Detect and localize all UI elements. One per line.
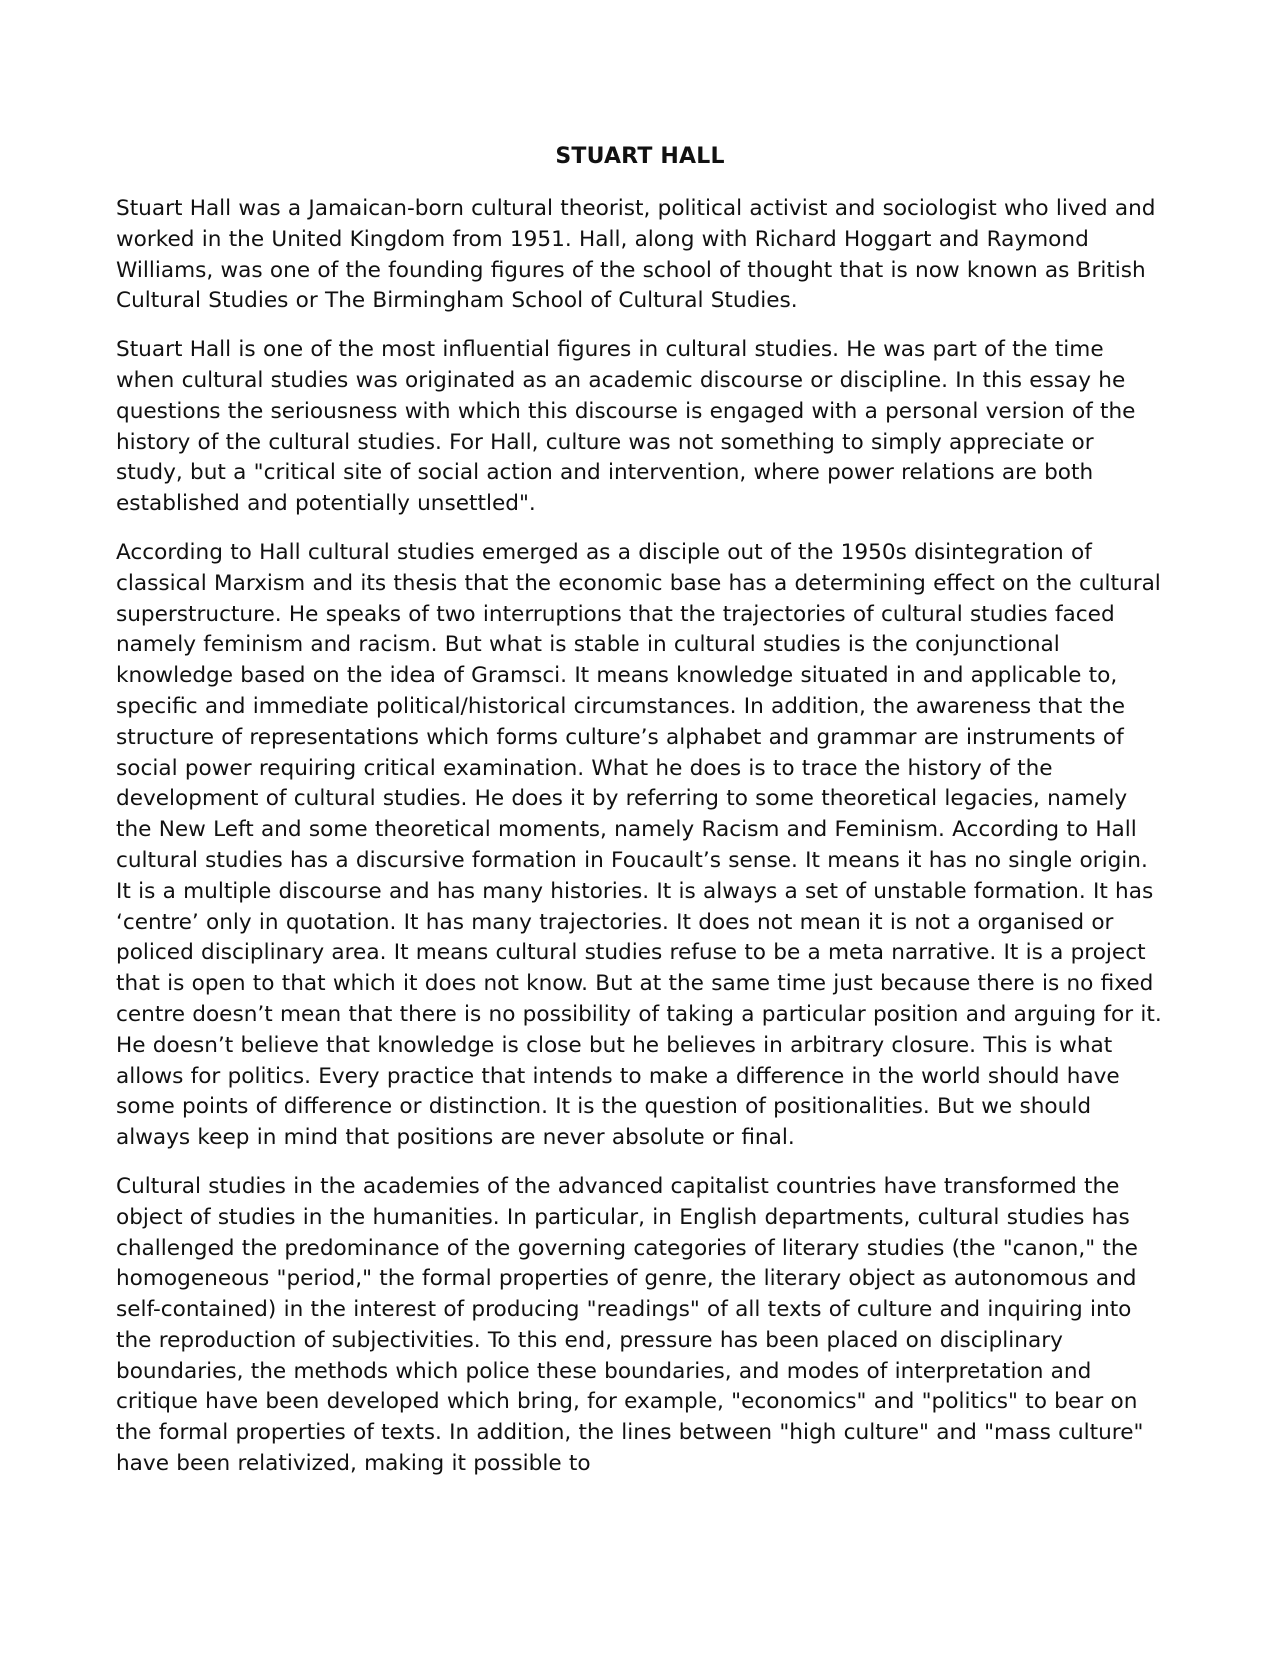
paragraph-academies: Cultural studies in the academies of the advanced capitalist countries have transformed the object of studies in the humanities. In particular, in English departments, cultural studies has challenged the predominance of the governing categories of literary studies (the "canon," the homogeneous "period," the formal properties of genre, the literary object as autonomous and self-contained) in the interest of producing "readings" of all texts of culture and inquiring into the reproduction of subjectivities. To this end, pressure has been placed on disciplinary boundaries, the methods which police these boundaries, and modes of interpretation and critique have been developed which bring, for example, "economics" and "politics" to bear on the formal properties of texts. In addition, the lines between "high culture" and "mass culture" have been relativized, making it possible to xyxy=(116,1173,1144,1477)
paragraph-influence: Stuart Hall is one of the most influential figures in cultural studies. He was part of the time when cultural studies was originated as an academic discourse or discipline. In this essay he questions the seriousness with which this discourse is engaged with a personal version of the history of the cultural studies. For Hall, culture was not something to simply appreciate or study, but a "critical site of social action and intervention, where power relations are both established and potentially unsettled". xyxy=(116,337,1136,517)
paragraph-emergence: According to Hall cultural studies emerged as a disciple out of the 1950s disintegration of classical Marxism and its thesis that the economic base has a determining effect on the cultural superstructure. He speaks of two interruptions that the trajectories of cultural studies faced namely feminism and racism. But what is stable in cultural studies is the conjunctional knowledge based on the idea of Gramsci. It means knowledge situated in and applicable to, specific and immediate political/historical circumstances. In addition, the awareness that the structure of representations which forms culture’s alphabet and grammar are instruments of social power requiring critical examination. What he does is to trace the history of the development of cultural studies. He does it by referring to some theoretical legacies, namely the New Left and some theoretical moments, namely Racism and Feminism. According to Hall cultural studies has a discursive formation in Foucault’s sense. It means it has no single origin. It is a multiple discourse and has many histories. It is always a set of unstable formation. It has ‘centre’ only in quotation. It has many trajectories. It does not mean it is not a organised or policed disciplinary area. It means cultural studies refuse to be a meta narrative. It is a project that is open to that which it does not know. But at the same time just because there is no fixed centre doesn’t mean that there is no possibility of taking a particular position and arguing for it. He doesn’t believe that knowledge is close but he believes in arbitrary closure. This is what allows for politics. Every practice that intends to make a difference in the world should have some points of difference or distinction. It is the question of positionalities. But we should always keep in mind that positions are never absolute or final. xyxy=(116,539,1162,1151)
document-title: STUART HALL xyxy=(555,144,725,169)
paragraph-intro: Stuart Hall was a Jamaican-born cultural theorist, political activist and sociologist who lived and worked in the United Kingdom from 1951. Hall, along with Richard Hoggart and Raymond Williams, was one of the founding figures of the school of thought that is now known as British Cultural Studies or The Birmingham School of Cultural Studies. xyxy=(116,196,1156,314)
